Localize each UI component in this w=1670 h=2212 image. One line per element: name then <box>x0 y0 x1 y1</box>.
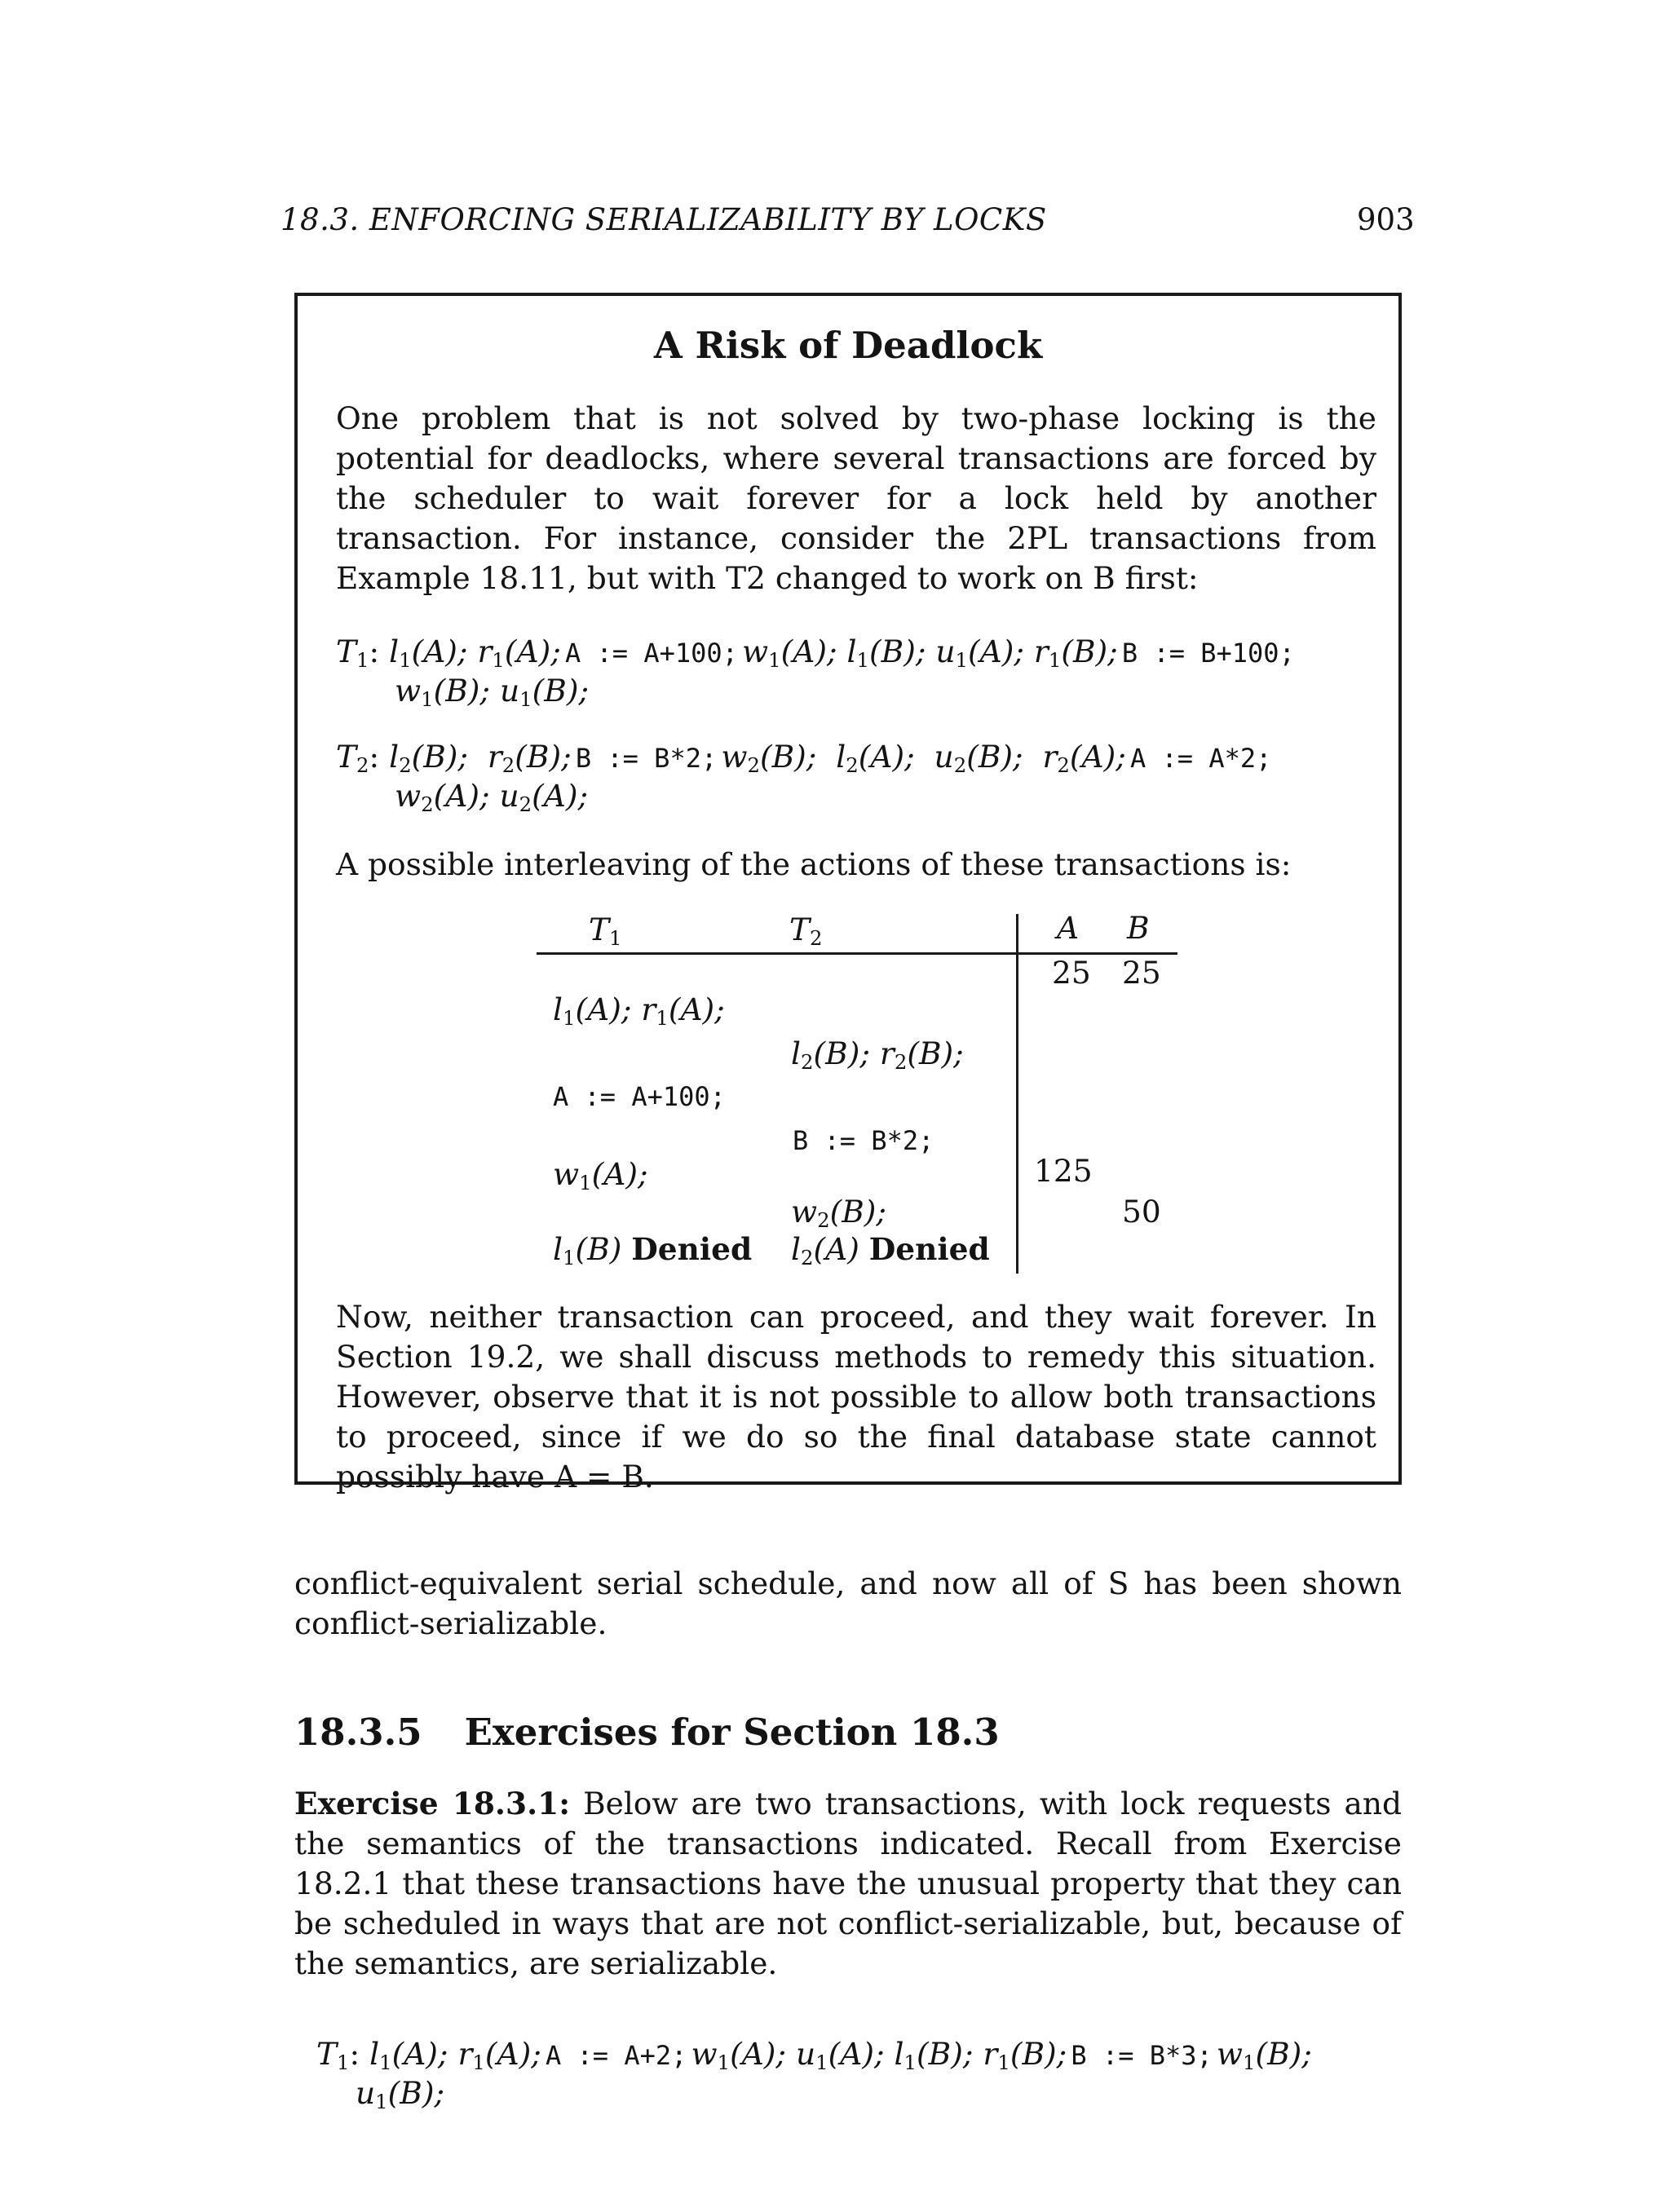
box-t2-line1: $T_2$: $l_2(B)$; $r_2(B)$; B := B*2; $w_2(B)$; $l_2(A)$; $u_2(B)$; $r_2(A)$; A := A*2; <box>336 739 1272 778</box>
table-row-t2-write: $w_2(B)$; <box>791 1194 887 1233</box>
exercise-t1-line1: $T_1$: $l_1(A)$; $r_1(A)$; A := A+2; $w_1(A)$; $u_1(A)$; $l_1(B)$; $r_1(B)$; B := B*3; $w_1(B)$; <box>316 2036 1312 2075</box>
table-row-a-value: 125 <box>1034 1153 1093 1189</box>
table-row-t2-lock-read: $l_2(B)$; $r_2(B)$; <box>791 1035 964 1075</box>
box-t1-line1: $T_1$: $l_1(A)$; $r_1(A)$; A := A+100; $w_1(A)$; $l_1(B)$; $u_1(A)$; $r_1(B)$; B := B+100; <box>336 634 1295 673</box>
initial-value-a: 25 <box>1052 955 1091 991</box>
table-header-t1: $T_1$ <box>589 912 622 951</box>
table-row-t1-denied: $l_1(B)$ Denied <box>553 1231 753 1270</box>
initial-value-b: 25 <box>1122 955 1161 991</box>
section-heading <box>294 1711 1000 1754</box>
box-t2-line2: $w_2(A)$; $u_2(A)$; <box>395 778 589 817</box>
table-row-t1-write: $w_1(A)$; <box>553 1156 648 1195</box>
table-row-t2-assign: B := B*2; <box>793 1125 934 1156</box>
exercise-text: Below are two transactions, with lock requests and the semantics of the transactions indicated. Recall from Exercise 18.2.1 that these transactions have the unusual property that they can be scheduled in ways that are not conflict-serializable, but, because of the semantics, are serializable. <box>294 1786 1403 1981</box>
exercise-t1-line2: $u_1(B)$; <box>356 2075 445 2114</box>
page-number: 903 <box>1357 202 1415 237</box>
continuation-paragraph: conflict-equivalent serial schedule, and now all of S has been shown conflict-serializable. <box>294 1565 1402 1641</box>
table-row-t2-denied: $l_2(A)$ Denied <box>791 1231 990 1270</box>
table-row-t1-lock-read: $l_1(A)$; $r_1(A)$; <box>553 991 725 1031</box>
running-title: 18.3. ENFORCING SERIALIZABILITY BY LOCKS <box>281 202 1047 237</box>
sidebar-conclusion-paragraph: Now, neither transaction can proceed, and they wait forever. In Section 19.2, we shall discuss methods to remedy this situation. However, observe that it is not possible to allow both transactions to proceed, since if we do so the final database state cannot possibly have A = B. <box>336 1299 1376 1495</box>
exercise-label: Exercise 18.3.1: <box>294 1786 571 1821</box>
section-title: Exercises for Section 18.3 <box>464 1711 1000 1754</box>
table-column-separator <box>1016 914 1018 1274</box>
table-header-t2: $T_2$ <box>789 912 823 951</box>
exercise-paragraph <box>294 1784 1402 1984</box>
table-row-b-value: 50 <box>1122 1194 1161 1230</box>
table-row-t1-assign: A := A+100; <box>553 1081 726 1112</box>
table-header-a: A <box>1057 910 1080 946</box>
sidebar-title: A Risk of Deadlock <box>653 324 1043 367</box>
section-number: 18.3.5 <box>294 1711 422 1754</box>
box-t1-line2: $w_1(B)$; $u_1(B)$; <box>395 673 590 712</box>
table-header-b: B <box>1127 910 1150 946</box>
sidebar-intro-paragraph: One problem that is not solved by two-phase locking is the potential for deadlocks, where several transactions are forced by the scheduler to wait forever for a lock held by another transaction. For instance, consider the 2PL transactions from Example 18.11, but with T2 changed to work on B first: <box>336 400 1376 596</box>
interleaving-intro: A possible interleaving of the actions of these transactions is: <box>336 846 1292 882</box>
interleaving-table <box>530 907 1182 1274</box>
